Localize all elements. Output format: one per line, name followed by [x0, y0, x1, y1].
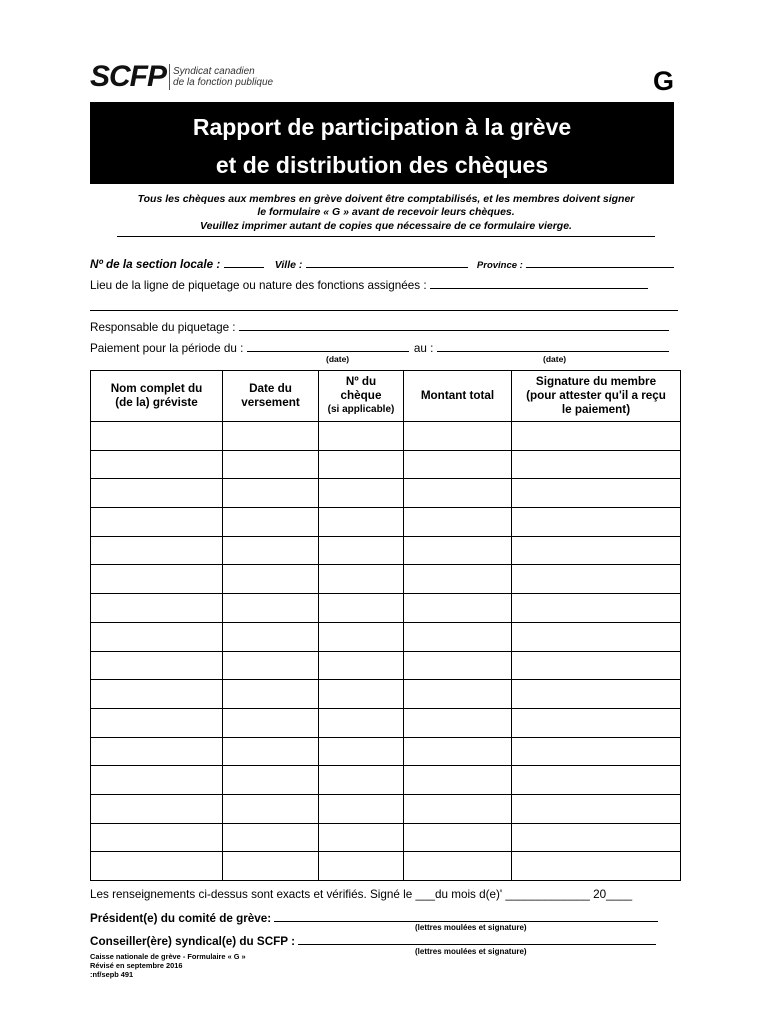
title-line-1: Rapport de participation à la grève	[192, 114, 572, 140]
conseiller-row	[90, 933, 656, 948]
col-signature-line-3: le paiement)	[561, 403, 631, 416]
title-line-2: et de distribution des chèques	[215, 152, 549, 178]
period-end-field[interactable]	[437, 340, 669, 352]
president-label: Président(e) du comité de grève:	[90, 912, 272, 925]
col-signature	[512, 371, 681, 422]
table-cell[interactable]	[91, 565, 223, 594]
table-cell[interactable]	[319, 651, 404, 680]
table-cell[interactable]	[91, 594, 223, 623]
table-row	[91, 852, 681, 881]
logo-mark: SCFP	[90, 60, 167, 93]
table-cell[interactable]	[223, 450, 319, 479]
table-cell[interactable]	[91, 708, 223, 737]
table-cell[interactable]	[404, 651, 512, 680]
table-row	[91, 823, 681, 852]
table-row	[91, 766, 681, 795]
lieu-label: Lieu de la ligne de piquetage ou nature des fonctions assignées :	[90, 279, 427, 292]
table-cell[interactable]	[319, 536, 404, 565]
table-cell[interactable]	[512, 708, 681, 737]
table-cell[interactable]	[404, 708, 512, 737]
table-cell[interactable]	[223, 594, 319, 623]
paiement-row	[90, 340, 669, 356]
table-cell[interactable]	[319, 479, 404, 508]
au-label: au :	[413, 342, 434, 355]
province-field[interactable]	[526, 256, 674, 268]
table-cell[interactable]	[223, 852, 319, 881]
col-cheque	[319, 371, 404, 422]
instructions-line-3: Veuillez imprimer autant de copies que nécessaire de ce formulaire vierge.	[200, 219, 572, 232]
table-cell[interactable]	[512, 536, 681, 565]
scfp-logo	[90, 62, 273, 92]
table-cell[interactable]	[512, 450, 681, 479]
table-cell[interactable]	[404, 536, 512, 565]
form-letter: G	[652, 66, 674, 96]
conseiller-field[interactable]	[298, 933, 656, 945]
table-row	[91, 565, 681, 594]
table-cell[interactable]	[512, 422, 681, 451]
table-cell[interactable]	[223, 565, 319, 594]
table-cell[interactable]	[319, 823, 404, 852]
col-date	[223, 371, 319, 422]
title-banner	[90, 102, 674, 184]
lieu-field[interactable]	[430, 277, 648, 289]
col-nom-line-1: Nom complet du	[110, 382, 203, 395]
form-revised: Révisé en septembre 2016	[90, 961, 183, 970]
col-date-line-1: Date du	[249, 382, 292, 395]
table-cell[interactable]	[319, 680, 404, 709]
section-locale-field[interactable]	[224, 256, 264, 268]
paiement-label: Paiement pour la période du :	[90, 342, 244, 355]
table-cell[interactable]	[512, 508, 681, 537]
table-header-row	[91, 371, 681, 422]
col-cheque-line-3: (si applicable)	[327, 404, 395, 415]
logo-line-1: Syndicat canadien	[173, 66, 255, 77]
table-cell[interactable]	[404, 680, 512, 709]
table-cell[interactable]	[512, 794, 681, 823]
table-cell[interactable]	[404, 422, 512, 451]
table-cell[interactable]	[512, 651, 681, 680]
table-cell[interactable]	[223, 794, 319, 823]
col-nom-line-2: (de la) gréviste	[115, 396, 198, 409]
lieu-row	[90, 277, 648, 293]
table-row	[91, 422, 681, 451]
col-montant	[404, 371, 512, 422]
president-signature-hint: (lettres moulées et signature)	[415, 923, 527, 932]
table-cell[interactable]	[319, 450, 404, 479]
lieu-continuation-line[interactable]	[90, 310, 678, 311]
table-cell[interactable]	[404, 622, 512, 651]
president-field[interactable]	[274, 910, 658, 922]
col-cheque-line-2: chèque	[340, 389, 382, 402]
table-cell[interactable]	[404, 450, 512, 479]
logo-text	[173, 66, 273, 88]
ville-label: Ville :	[274, 259, 303, 271]
table-cell[interactable]	[512, 852, 681, 881]
table-row	[91, 737, 681, 766]
section-locale-label: Nº de la section locale :	[90, 258, 221, 271]
table-cell[interactable]	[404, 766, 512, 795]
date-hint-start: (date)	[326, 354, 350, 364]
period-start-field[interactable]	[247, 340, 409, 352]
table-cell[interactable]	[404, 852, 512, 881]
table-cell[interactable]	[91, 622, 223, 651]
table-cell[interactable]	[223, 737, 319, 766]
table-cell[interactable]	[512, 737, 681, 766]
logo-separator	[169, 64, 170, 90]
table-cell[interactable]	[319, 565, 404, 594]
table-row	[91, 450, 681, 479]
table-cell[interactable]	[512, 766, 681, 795]
table-cell[interactable]	[319, 508, 404, 537]
table-cell[interactable]	[91, 536, 223, 565]
form-name: Caisse nationale de grève - Formulaire « G »	[90, 952, 246, 961]
col-nom	[91, 371, 223, 422]
table-cell[interactable]	[512, 594, 681, 623]
form-code: :nf/sepb 491	[90, 970, 134, 979]
instructions-rule	[117, 236, 655, 237]
table-cell[interactable]	[512, 680, 681, 709]
table-cell[interactable]	[223, 536, 319, 565]
table-cell[interactable]	[223, 622, 319, 651]
instructions-line-2: le formulaire « G » avant de recevoir leurs chèques.	[257, 206, 515, 219]
table-cell[interactable]	[512, 479, 681, 508]
col-cheque-line-1: Nº du	[345, 375, 377, 388]
table-cell[interactable]	[512, 622, 681, 651]
responsable-row	[90, 319, 669, 335]
table-cell[interactable]	[319, 708, 404, 737]
table-row	[91, 508, 681, 537]
conseiller-label: Conseiller(ère) syndical(e) du SCFP :	[90, 935, 296, 948]
table-row	[91, 479, 681, 508]
table-cell[interactable]	[319, 737, 404, 766]
certify-statement: Les renseignements ci-dessus sont exacts et vérifiés. Signé le ___du mois d(e)' _____________ 20____	[90, 888, 633, 901]
table-cell[interactable]	[91, 766, 223, 795]
table-cell[interactable]	[223, 508, 319, 537]
table-cell[interactable]	[223, 766, 319, 795]
table-cell[interactable]	[91, 794, 223, 823]
table-cell[interactable]	[223, 680, 319, 709]
table-cell[interactable]	[319, 766, 404, 795]
ville-field[interactable]	[306, 256, 468, 268]
logo-line-2: de la fonction publique	[173, 77, 274, 88]
table-cell[interactable]	[404, 594, 512, 623]
responsable-field[interactable]	[239, 319, 669, 331]
table-cell[interactable]	[319, 852, 404, 881]
col-signature-line-2: (pour attester qu'il a reçu	[526, 389, 666, 402]
table-cell[interactable]	[404, 479, 512, 508]
date-hint-end: (date)	[543, 354, 567, 364]
form-meta	[90, 952, 246, 979]
col-date-line-2: versement	[241, 396, 300, 409]
table-cell[interactable]	[223, 651, 319, 680]
table-cell[interactable]	[319, 422, 404, 451]
table-cell[interactable]	[404, 794, 512, 823]
responsable-label: Responsable du piquetage :	[90, 321, 236, 334]
table-row	[91, 680, 681, 709]
section-locale-row	[90, 256, 674, 273]
table-row	[91, 708, 681, 737]
table-row	[91, 622, 681, 651]
table-row	[91, 651, 681, 680]
table-row	[91, 794, 681, 823]
instructions	[112, 193, 660, 233]
table-cell[interactable]	[91, 651, 223, 680]
table-cell[interactable]	[91, 479, 223, 508]
table-cell[interactable]	[404, 823, 512, 852]
table-cell[interactable]	[91, 823, 223, 852]
table-cell[interactable]	[319, 622, 404, 651]
table-cell[interactable]	[404, 565, 512, 594]
col-signature-line-1: Signature du membre	[535, 375, 657, 388]
table-cell[interactable]	[91, 508, 223, 537]
table-cell[interactable]	[91, 680, 223, 709]
table-row	[91, 536, 681, 565]
instructions-line-1: Tous les chèques aux membres en grève doivent être comptabilisés, et les membres doivent signer	[137, 193, 635, 205]
president-row	[90, 910, 658, 925]
table-body	[91, 422, 681, 881]
table-row	[91, 594, 681, 623]
table-cell[interactable]	[223, 708, 319, 737]
table-cell[interactable]	[91, 422, 223, 451]
table-cell[interactable]	[512, 823, 681, 852]
table-cell[interactable]	[91, 737, 223, 766]
province-label: Province :	[476, 260, 523, 271]
table-cell[interactable]	[223, 422, 319, 451]
table-cell[interactable]	[223, 823, 319, 852]
table-cell[interactable]	[512, 565, 681, 594]
table-cell[interactable]	[404, 737, 512, 766]
col-montant-line-1: Montant total	[420, 389, 495, 402]
table-cell[interactable]	[91, 852, 223, 881]
table-cell[interactable]	[404, 508, 512, 537]
table-cell[interactable]	[319, 794, 404, 823]
table-cell[interactable]	[91, 450, 223, 479]
table-cell[interactable]	[319, 594, 404, 623]
table-cell[interactable]	[223, 479, 319, 508]
payment-table	[90, 370, 681, 881]
conseiller-signature-hint: (lettres moulées et signature)	[415, 947, 527, 956]
